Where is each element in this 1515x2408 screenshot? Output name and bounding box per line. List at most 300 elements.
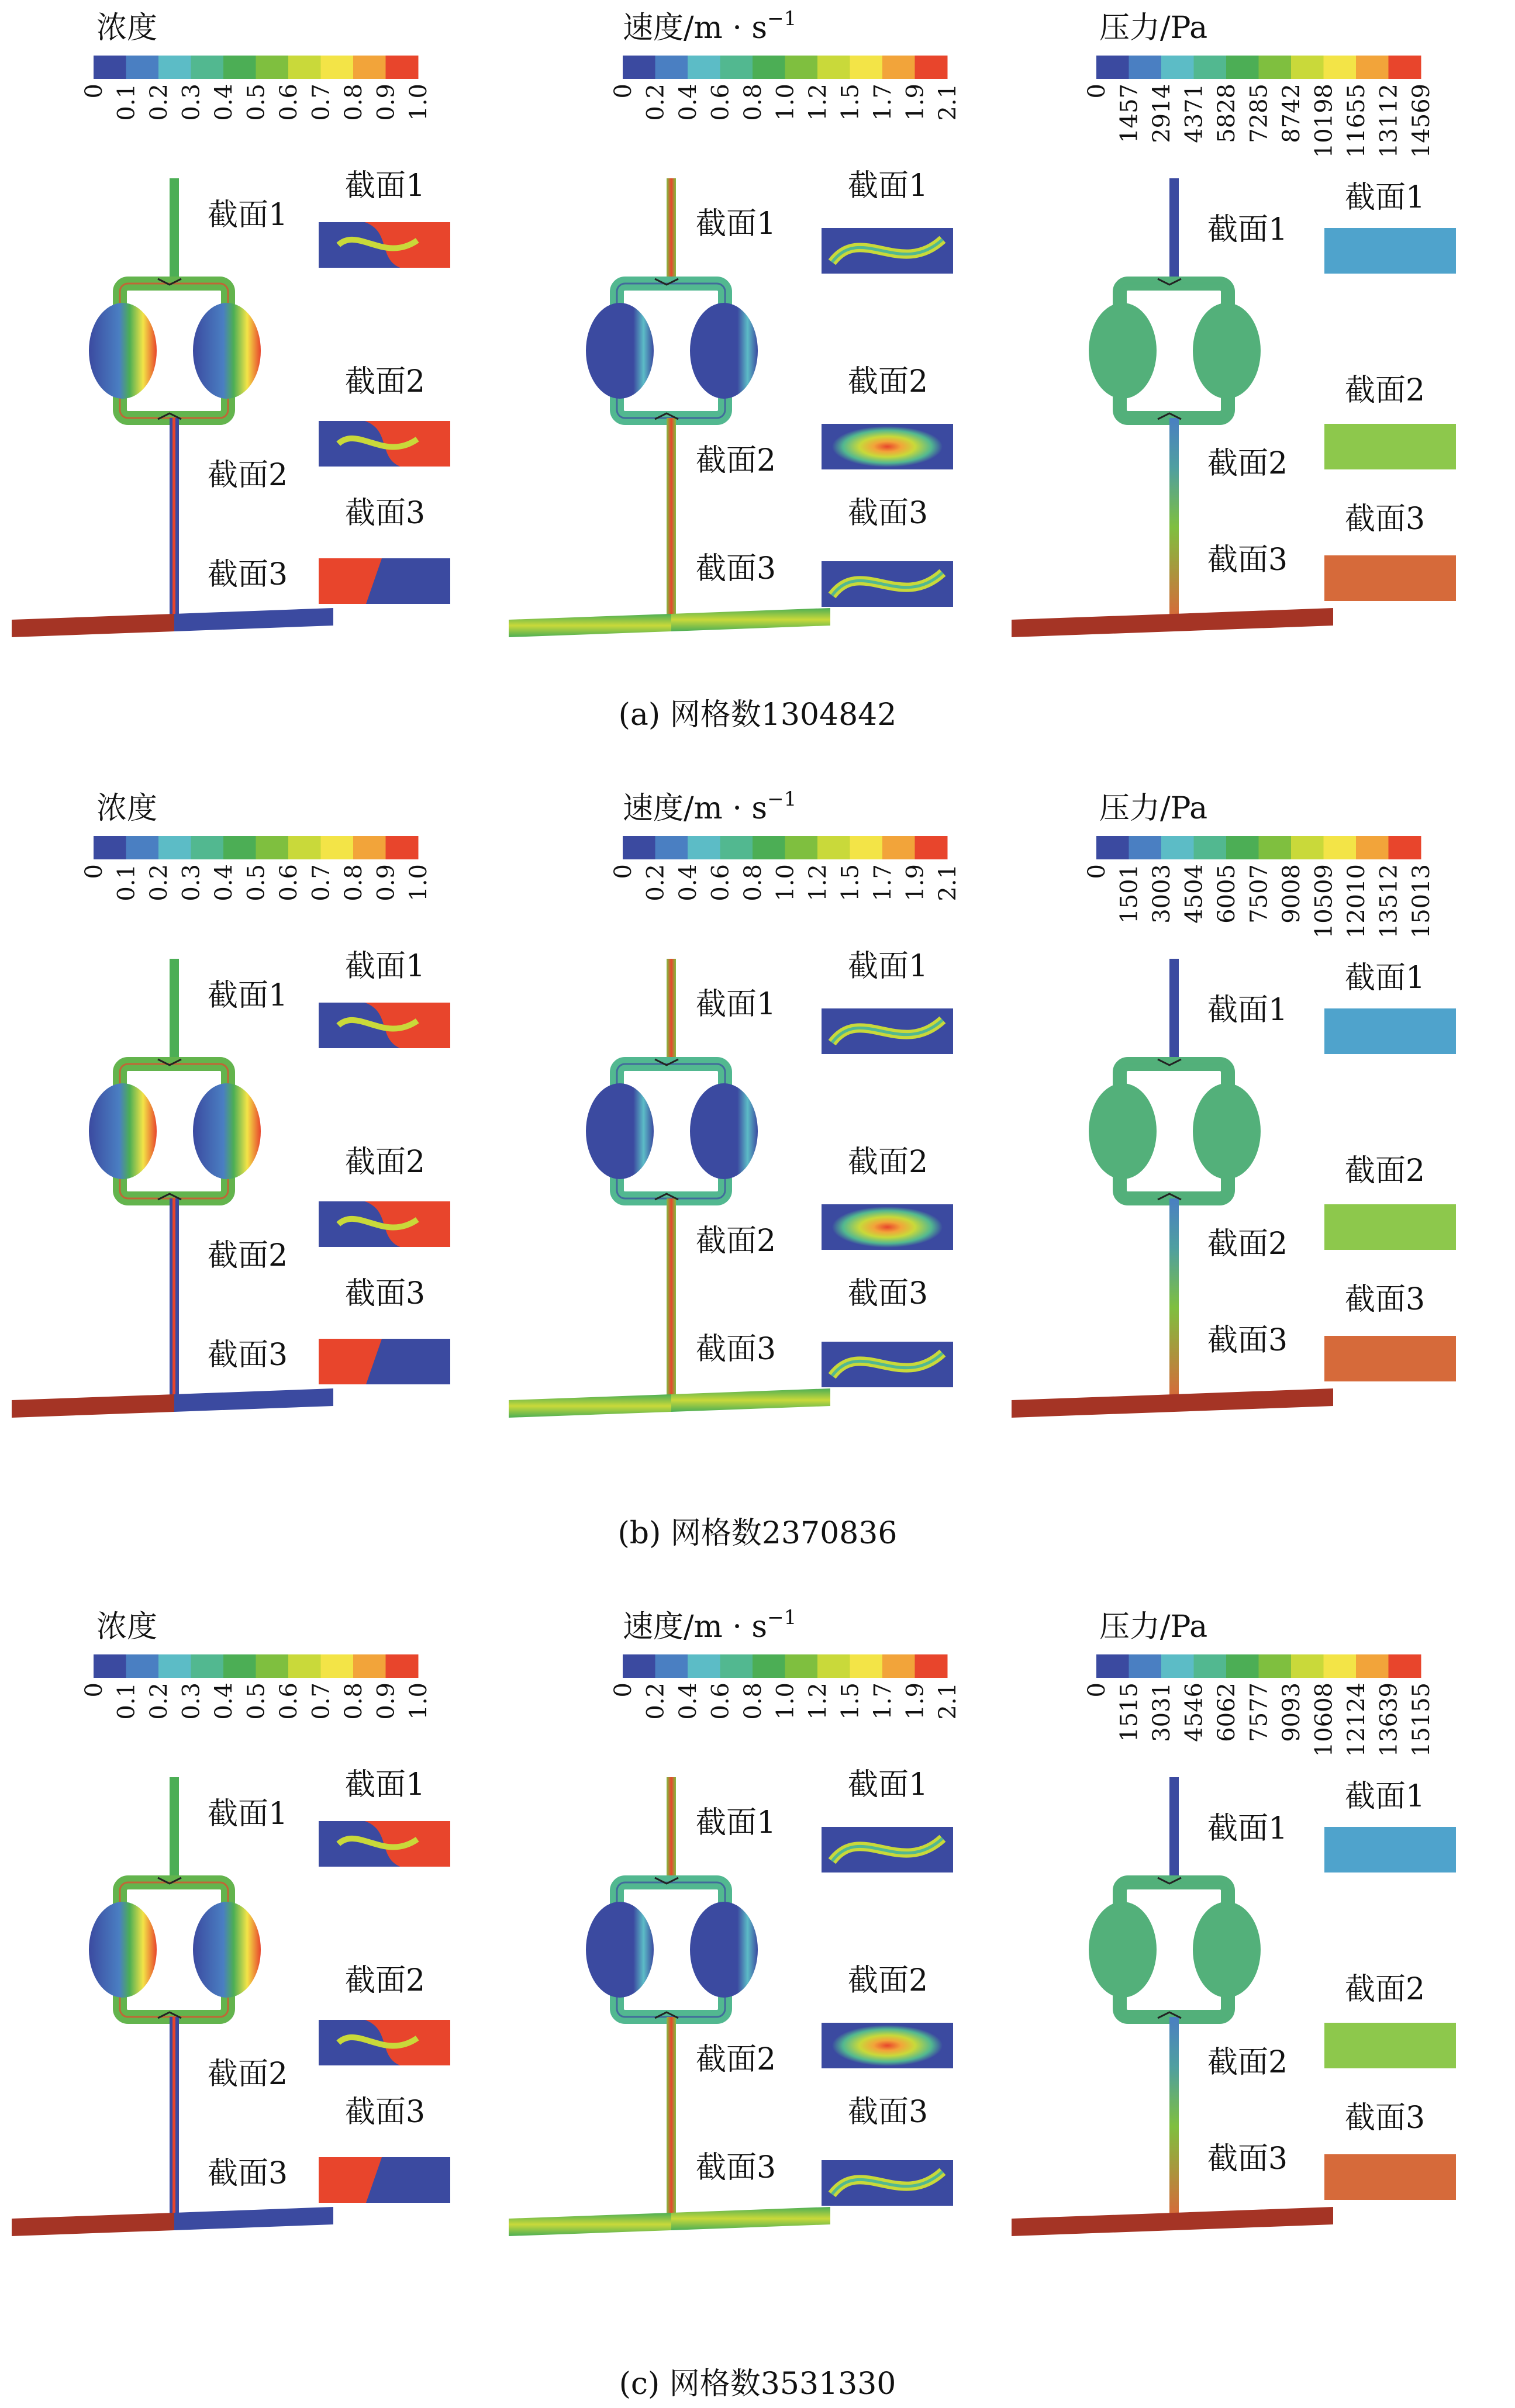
pressure-s1-title: 截面1 bbox=[1345, 961, 1426, 996]
concentration-outlet-streak bbox=[172, 418, 175, 617]
concentration-cbar-tick: 0.7 bbox=[308, 1683, 335, 1720]
pressure-title: 压力/Pa bbox=[1099, 11, 1208, 46]
pressure-cbar-seg bbox=[1291, 836, 1324, 859]
pressure-cbar-tick: 0 bbox=[1083, 864, 1110, 879]
pressure-s3-label: 截面3 bbox=[1207, 2141, 1288, 2176]
velocity-cbar-seg bbox=[915, 836, 948, 859]
pressure-cbar-tick: 3031 bbox=[1148, 1683, 1175, 1742]
pressure-cbar-tick: 1501 bbox=[1116, 864, 1143, 924]
velocity-cbar-tick: 1.7 bbox=[869, 84, 896, 121]
concentration-cbar-tick: 0.6 bbox=[275, 84, 302, 121]
concentration-cbar-tick: 0.3 bbox=[178, 1683, 205, 1720]
concentration-cbar-tick: 0.5 bbox=[243, 864, 270, 901]
concentration-cbar-tick: 0.8 bbox=[340, 1683, 367, 1720]
pressure-s1-label: 截面1 bbox=[1207, 1811, 1288, 1846]
velocity-cbar-seg bbox=[753, 836, 785, 859]
concentration-cbar-seg bbox=[94, 1654, 126, 1678]
concentration-cbar-seg bbox=[353, 56, 386, 79]
velocity-inlet-pipe bbox=[667, 178, 676, 289]
pressure-right-chamber bbox=[1193, 303, 1261, 399]
pressure-cbar-seg bbox=[1291, 56, 1324, 79]
velocity-junction-marks bbox=[655, 279, 678, 419]
concentration-cbar-seg bbox=[126, 56, 159, 79]
pressure-cbar-seg bbox=[1356, 56, 1389, 79]
pressure-s1-label: 截面1 bbox=[1207, 993, 1288, 1028]
pressure-s3-label: 截面3 bbox=[1207, 1323, 1288, 1358]
velocity-s2-title: 截面2 bbox=[848, 1963, 929, 1998]
pressure-cbar-seg bbox=[1389, 56, 1421, 79]
caption-c: (c) 网格数3531330 bbox=[619, 2366, 896, 2402]
concentration-s1-label: 截面1 bbox=[208, 978, 288, 1013]
concentration-cbar-seg bbox=[353, 1654, 386, 1678]
concentration-junction-marks bbox=[158, 1878, 181, 2018]
pressure-panel bbox=[1012, 791, 1456, 1418]
pressure-cbar-tick: 4546 bbox=[1181, 1683, 1208, 1742]
pressure-s3-section bbox=[1324, 555, 1456, 601]
concentration-s3-label: 截面3 bbox=[208, 2156, 288, 2191]
pressure-cbar-seg bbox=[1096, 56, 1129, 79]
pressure-cbar-seg bbox=[1324, 56, 1357, 79]
concentration-cbar-tick: 0.8 bbox=[340, 864, 367, 901]
concentration-cbar-tick: 0.7 bbox=[308, 84, 335, 121]
concentration-cbar-seg bbox=[223, 1654, 256, 1678]
pressure-cbar-seg bbox=[1356, 1654, 1389, 1678]
concentration-cbar-seg bbox=[256, 1654, 289, 1678]
velocity-right-chamber bbox=[690, 1083, 758, 1179]
pressure-outlet-left bbox=[1012, 1394, 1174, 1418]
velocity-outlet-right bbox=[671, 1388, 830, 1412]
pressure-right-chamber bbox=[1193, 1083, 1261, 1179]
pressure-cbar-tick: 12124 bbox=[1343, 1683, 1370, 1757]
concentration-panel bbox=[12, 11, 450, 637]
pressure-s2-label: 截面2 bbox=[1207, 2045, 1288, 2080]
pressure-title: 压力/Pa bbox=[1099, 1609, 1208, 1645]
concentration-cbar-tick: 0.5 bbox=[243, 1683, 270, 1720]
velocity-s1-title: 截面1 bbox=[848, 1767, 929, 1802]
concentration-cbar-tick: 0.9 bbox=[372, 864, 400, 901]
velocity-right-chamber bbox=[690, 1902, 758, 1998]
pressure-s3-label: 截面3 bbox=[1207, 543, 1288, 578]
pressure-s3-title: 截面3 bbox=[1345, 1282, 1426, 1317]
concentration-cbar-seg bbox=[158, 1654, 191, 1678]
velocity-outlet-left bbox=[509, 2213, 671, 2236]
concentration-s3-title: 截面3 bbox=[345, 1276, 426, 1311]
velocity-s2-title: 截面2 bbox=[848, 1145, 929, 1180]
velocity-cbar-tick: 0 bbox=[610, 1683, 637, 1698]
concentration-cbar-seg bbox=[158, 56, 191, 79]
pressure-outlet-pipe bbox=[1169, 2017, 1179, 2216]
pressure-cbar-seg bbox=[1096, 836, 1129, 859]
velocity-cbar-tick: 1.0 bbox=[772, 864, 799, 901]
concentration-outlet-streak bbox=[172, 2017, 175, 2216]
concentration-cbar-seg bbox=[256, 56, 289, 79]
velocity-title-sup: −1 bbox=[767, 787, 797, 811]
velocity-outlet-left bbox=[509, 614, 671, 637]
concentration-cbar-seg bbox=[126, 836, 159, 859]
velocity-cbar-tick: 0.4 bbox=[675, 84, 702, 121]
velocity-s3-title: 截面3 bbox=[848, 496, 929, 531]
concentration-cbar-tick: 0.4 bbox=[210, 864, 237, 901]
concentration-title: 浓度 bbox=[96, 1609, 158, 1645]
pressure-cbar-tick: 9008 bbox=[1278, 864, 1305, 924]
row-1-content bbox=[12, 787, 1456, 1418]
pressure-s1-title: 截面1 bbox=[1345, 1779, 1426, 1814]
concentration-cbar-seg bbox=[288, 1654, 321, 1678]
pressure-s3-title: 截面3 bbox=[1345, 2100, 1426, 2136]
velocity-s3-label: 截面3 bbox=[696, 1332, 777, 1367]
velocity-outlet-left bbox=[509, 1394, 671, 1418]
concentration-cbar-tick: 0.5 bbox=[243, 84, 270, 121]
pressure-outlet-pipe bbox=[1169, 1198, 1179, 1397]
velocity-s2-title: 截面2 bbox=[848, 364, 929, 399]
velocity-s1-title: 截面1 bbox=[848, 949, 929, 984]
row-b bbox=[0, 780, 1515, 1558]
pressure-outlet-left bbox=[1012, 614, 1174, 637]
pressure-cbar-seg bbox=[1129, 1654, 1162, 1678]
velocity-cbar-tick: 0.8 bbox=[740, 1683, 767, 1720]
pressure-cbar-tick: 13112 bbox=[1375, 84, 1403, 158]
velocity-s3-title: 截面3 bbox=[848, 1276, 929, 1311]
pressure-left-chamber bbox=[1089, 303, 1157, 399]
pressure-cbar-seg bbox=[1129, 56, 1162, 79]
velocity-s2-section-core bbox=[832, 1207, 943, 1248]
pressure-left-chamber bbox=[1089, 1902, 1157, 1998]
pressure-outlet-right bbox=[1174, 1388, 1333, 1412]
pressure-cbar-tick: 5828 bbox=[1213, 84, 1240, 143]
velocity-title: 速度$/m \cdot s^{-1}$ bbox=[623, 1606, 797, 1645]
velocity-panel bbox=[509, 7, 961, 637]
pressure-cbar-seg bbox=[1226, 56, 1259, 79]
concentration-s2-title: 截面2 bbox=[345, 1145, 426, 1180]
pressure-outlet-pipe bbox=[1169, 418, 1179, 617]
concentration-cbar-seg bbox=[223, 836, 256, 859]
concentration-s2-label: 截面2 bbox=[208, 2057, 288, 2092]
concentration-cbar-tick: 0.1 bbox=[113, 84, 140, 121]
concentration-cbar-seg bbox=[191, 836, 224, 859]
velocity-panel bbox=[509, 1606, 961, 2236]
concentration-right-chamber bbox=[193, 1902, 261, 1998]
pressure-title: 压力/Pa bbox=[1099, 791, 1208, 826]
velocity-s2-section-core bbox=[832, 2025, 943, 2066]
concentration-cbar-tick: 1.0 bbox=[405, 1683, 432, 1720]
velocity-cbar-tick: 1.7 bbox=[869, 1683, 896, 1720]
concentration-cbar-seg bbox=[158, 836, 191, 859]
pressure-cbar-seg bbox=[1226, 1654, 1259, 1678]
velocity-cbar-seg bbox=[817, 56, 850, 79]
concentration-cbar-seg bbox=[126, 1654, 159, 1678]
concentration-cbar-seg bbox=[256, 836, 289, 859]
pressure-cbar-seg bbox=[1129, 836, 1162, 859]
pressure-cbar-seg bbox=[1161, 836, 1194, 859]
pressure-s1-title: 截面1 bbox=[1345, 180, 1426, 215]
pressure-s2-title: 截面2 bbox=[1345, 1153, 1426, 1189]
velocity-outlet-right bbox=[671, 608, 830, 631]
pressure-cbar-seg bbox=[1259, 1654, 1292, 1678]
pressure-inlet-pipe bbox=[1169, 959, 1179, 1070]
velocity-cbar-tick: 2.1 bbox=[934, 864, 961, 901]
pressure-s2-title: 截面2 bbox=[1345, 1972, 1426, 2007]
velocity-s1-label: 截面1 bbox=[696, 206, 777, 241]
velocity-cbar-tick: 1.0 bbox=[772, 1683, 799, 1720]
pressure-s2-section bbox=[1324, 2023, 1456, 2068]
velocity-cbar-seg bbox=[785, 1654, 818, 1678]
velocity-junction-marks bbox=[655, 1878, 678, 2018]
row-0-content bbox=[12, 7, 1456, 637]
pressure-s1-section bbox=[1324, 1827, 1456, 1872]
pressure-cbar-tick: 15155 bbox=[1408, 1683, 1435, 1757]
pressure-s2-label: 截面2 bbox=[1207, 1227, 1288, 1262]
velocity-cbar-tick: 0.2 bbox=[642, 84, 670, 121]
velocity-s2-label: 截面2 bbox=[696, 2042, 777, 2077]
pressure-cbar-seg bbox=[1226, 836, 1259, 859]
concentration-s1-label: 截面1 bbox=[208, 1797, 288, 1832]
concentration-cbar-tick: 0 bbox=[81, 1683, 108, 1698]
row-2-content bbox=[12, 1606, 1456, 2236]
velocity-cbar-seg bbox=[785, 836, 818, 859]
velocity-s3-title: 截面3 bbox=[848, 2095, 929, 2130]
concentration-panel bbox=[12, 1609, 450, 2236]
pressure-cbar-tick: 10608 bbox=[1310, 1683, 1338, 1757]
pressure-cbar-tick: 1515 bbox=[1116, 1683, 1143, 1742]
concentration-s1-title: 截面1 bbox=[345, 168, 426, 203]
concentration-cbar-tick: 0.4 bbox=[210, 1683, 237, 1720]
concentration-cbar-tick: 0.8 bbox=[340, 84, 367, 121]
concentration-cbar-seg bbox=[321, 56, 354, 79]
concentration-s1-label: 截面1 bbox=[208, 198, 288, 233]
pressure-cbar-seg bbox=[1161, 1654, 1194, 1678]
concentration-cbar-tick: 1.0 bbox=[405, 864, 432, 901]
velocity-junction-marks bbox=[655, 1059, 678, 1200]
velocity-cbar-tick: 1.9 bbox=[902, 1683, 929, 1720]
velocity-cbar-tick: 1.2 bbox=[805, 1683, 831, 1720]
pressure-cbar-tick: 6005 bbox=[1213, 864, 1240, 924]
pressure-panel bbox=[1012, 1609, 1456, 2236]
concentration-s2-label: 截面2 bbox=[208, 1238, 288, 1273]
pressure-cbar-tick: 3003 bbox=[1148, 864, 1175, 924]
concentration-cbar-tick: 0.3 bbox=[178, 84, 205, 121]
pressure-junction-marks bbox=[1158, 1878, 1181, 2018]
velocity-cbar-tick: 0.8 bbox=[740, 864, 767, 901]
velocity-cbar-tick: 2.1 bbox=[934, 84, 961, 121]
concentration-cbar-tick: 0.9 bbox=[372, 84, 400, 121]
velocity-s2-label: 截面2 bbox=[696, 443, 777, 478]
pressure-cbar-tick: 7507 bbox=[1245, 864, 1273, 924]
concentration-cbar-seg bbox=[386, 1654, 419, 1678]
velocity-title-sup: −1 bbox=[767, 1606, 797, 1629]
pressure-cbar-tick: 13639 bbox=[1375, 1683, 1403, 1757]
pressure-cbar-seg bbox=[1259, 56, 1292, 79]
velocity-s3-label: 截面3 bbox=[696, 2150, 777, 2185]
concentration-s2-title: 截面2 bbox=[345, 364, 426, 399]
concentration-junction-marks bbox=[158, 1059, 181, 1200]
concentration-cbar-seg bbox=[191, 1654, 224, 1678]
velocity-outlet-pipe bbox=[667, 418, 676, 617]
velocity-cbar-seg bbox=[623, 836, 655, 859]
velocity-cbar-seg bbox=[915, 1654, 948, 1678]
row-a-figure bbox=[0, 0, 1515, 731]
concentration-cbar-tick: 0.1 bbox=[113, 864, 140, 901]
pressure-cbar-tick: 7285 bbox=[1245, 84, 1273, 143]
pressure-cbar-tick: 0 bbox=[1083, 84, 1110, 99]
velocity-cbar-seg bbox=[882, 836, 915, 859]
concentration-outlet-left bbox=[12, 2213, 174, 2236]
pressure-cbar-tick: 6062 bbox=[1213, 1683, 1240, 1742]
concentration-cbar-seg bbox=[94, 56, 126, 79]
concentration-cbar-tick: 0.6 bbox=[275, 864, 302, 901]
concentration-outlet-right bbox=[174, 608, 333, 631]
velocity-s1-label: 截面1 bbox=[696, 987, 777, 1022]
pressure-cbar-seg bbox=[1161, 56, 1194, 79]
pressure-cbar-seg bbox=[1324, 1654, 1357, 1678]
velocity-cbar-seg bbox=[817, 1654, 850, 1678]
row-a bbox=[0, 0, 1515, 772]
pressure-cbar-seg bbox=[1324, 836, 1357, 859]
velocity-title: 速度$/m \cdot s^{-1}$ bbox=[623, 787, 797, 826]
velocity-s2-section-core bbox=[832, 426, 943, 467]
pressure-cbar-tick: 15013 bbox=[1408, 864, 1435, 939]
velocity-s2-label: 截面2 bbox=[696, 1224, 777, 1259]
velocity-left-chamber bbox=[586, 303, 654, 399]
pressure-s1-section bbox=[1324, 1008, 1456, 1054]
concentration-s1-title: 截面1 bbox=[345, 1767, 426, 1802]
pressure-cbar-seg bbox=[1291, 1654, 1324, 1678]
concentration-s3-label: 截面3 bbox=[208, 1338, 288, 1373]
pressure-right-chamber bbox=[1193, 1902, 1261, 1998]
concentration-s1-title: 截面1 bbox=[345, 949, 426, 984]
velocity-cbar-tick: 0 bbox=[610, 84, 637, 99]
pressure-outlet-left bbox=[1012, 2213, 1174, 2236]
concentration-right-chamber bbox=[193, 303, 261, 399]
concentration-cbar-tick: 0.7 bbox=[308, 864, 335, 901]
pressure-cbar-seg bbox=[1356, 836, 1389, 859]
velocity-cbar-seg bbox=[688, 836, 720, 859]
concentration-cbar-seg bbox=[288, 836, 321, 859]
pressure-panel bbox=[1012, 11, 1456, 637]
velocity-inlet-pipe bbox=[667, 1777, 676, 1888]
pressure-cbar-seg bbox=[1389, 836, 1421, 859]
velocity-cbar-tick: 1.9 bbox=[902, 84, 929, 121]
concentration-cbar-tick: 0.3 bbox=[178, 864, 205, 901]
concentration-title: 浓度 bbox=[96, 791, 158, 826]
pressure-outlet-right bbox=[1174, 2207, 1333, 2230]
velocity-cbar-tick: 1.5 bbox=[837, 1683, 864, 1720]
pressure-cbar-tick: 4504 bbox=[1181, 864, 1208, 924]
velocity-cbar-seg bbox=[850, 1654, 883, 1678]
velocity-cbar-seg bbox=[720, 836, 753, 859]
velocity-cbar-tick: 0.4 bbox=[675, 1683, 702, 1720]
pressure-cbar-tick: 9093 bbox=[1278, 1683, 1305, 1742]
concentration-right-chamber bbox=[193, 1083, 261, 1179]
concentration-s3-label: 截面3 bbox=[208, 557, 288, 592]
concentration-cbar-seg bbox=[223, 56, 256, 79]
pressure-junction-marks bbox=[1158, 279, 1181, 419]
velocity-cbar-seg bbox=[655, 1654, 688, 1678]
pressure-cbar-tick: 4371 bbox=[1181, 84, 1208, 143]
pressure-s1-section bbox=[1324, 228, 1456, 274]
row-c bbox=[0, 1599, 1515, 2408]
concentration-cbar-tick: 0.2 bbox=[146, 84, 172, 121]
velocity-cbar-seg bbox=[785, 56, 818, 79]
concentration-title: 浓度 bbox=[96, 11, 158, 46]
velocity-left-chamber bbox=[586, 1902, 654, 1998]
pressure-s3-title: 截面3 bbox=[1345, 502, 1426, 537]
concentration-outlet-streak bbox=[172, 1198, 175, 1397]
pressure-cbar-tick: 13512 bbox=[1375, 864, 1403, 939]
concentration-cbar-tick: 0.6 bbox=[275, 1683, 302, 1720]
pressure-cbar-seg bbox=[1194, 56, 1227, 79]
concentration-inlet-pipe bbox=[170, 1777, 179, 1888]
velocity-cbar-tick: 0.2 bbox=[642, 864, 670, 901]
pressure-cbar-tick: 11655 bbox=[1343, 84, 1370, 158]
velocity-cbar-tick: 1.5 bbox=[837, 864, 864, 901]
velocity-right-chamber bbox=[690, 303, 758, 399]
pressure-s3-section bbox=[1324, 1336, 1456, 1381]
velocity-cbar-seg bbox=[753, 1654, 785, 1678]
row-c-figure bbox=[0, 1599, 1515, 2359]
pressure-inlet-pipe bbox=[1169, 1777, 1179, 1888]
velocity-cbar-seg bbox=[688, 56, 720, 79]
concentration-cbar-tick: 0.1 bbox=[113, 1683, 140, 1720]
velocity-cbar-tick: 0.4 bbox=[675, 864, 702, 901]
concentration-outlet-left bbox=[12, 1394, 174, 1418]
concentration-cbar-seg bbox=[321, 836, 354, 859]
concentration-cbar-tick: 0.2 bbox=[146, 1683, 172, 1720]
pressure-cbar-tick: 7577 bbox=[1245, 1683, 1273, 1742]
concentration-cbar-seg bbox=[353, 836, 386, 859]
concentration-left-chamber bbox=[89, 1902, 157, 1998]
concentration-s2-label: 截面2 bbox=[208, 458, 288, 493]
row-b-figure bbox=[0, 780, 1515, 1511]
concentration-s3-title: 截面3 bbox=[345, 496, 426, 531]
velocity-cbar-tick: 2.1 bbox=[934, 1683, 961, 1720]
velocity-cbar-seg bbox=[655, 56, 688, 79]
pressure-cbar-tick: 2914 bbox=[1148, 84, 1175, 143]
velocity-cbar-seg bbox=[753, 56, 785, 79]
concentration-inlet-pipe bbox=[170, 959, 179, 1070]
concentration-panel bbox=[12, 791, 450, 1418]
pressure-left-chamber bbox=[1089, 1083, 1157, 1179]
velocity-inlet-pipe bbox=[667, 959, 676, 1070]
concentration-s3-title: 截面3 bbox=[345, 2095, 426, 2130]
pressure-s3-section bbox=[1324, 2154, 1456, 2200]
pressure-cbar-seg bbox=[1389, 1654, 1421, 1678]
pressure-s2-title: 截面2 bbox=[1345, 373, 1426, 408]
concentration-cbar-seg bbox=[386, 56, 419, 79]
concentration-junction-marks bbox=[158, 279, 181, 419]
velocity-title-sup: −1 bbox=[767, 7, 797, 30]
velocity-cbar-tick: 0.6 bbox=[707, 1683, 734, 1720]
velocity-cbar-tick: 0.8 bbox=[740, 84, 767, 121]
concentration-cbar-seg bbox=[191, 56, 224, 79]
concentration-outlet-right bbox=[174, 2207, 333, 2230]
pressure-cbar-seg bbox=[1096, 1654, 1129, 1678]
velocity-s3-label: 截面3 bbox=[696, 551, 777, 586]
pressure-inlet-pipe bbox=[1169, 178, 1179, 289]
pressure-cbar-tick: 10509 bbox=[1310, 864, 1338, 939]
pressure-junction-marks bbox=[1158, 1059, 1181, 1200]
velocity-cbar-tick: 1.0 bbox=[772, 84, 799, 121]
pressure-cbar-seg bbox=[1194, 1654, 1227, 1678]
pressure-s2-label: 截面2 bbox=[1207, 446, 1288, 481]
velocity-cbar-seg bbox=[817, 836, 850, 859]
velocity-cbar-seg bbox=[623, 1654, 655, 1678]
concentration-cbar-tick: 1.0 bbox=[405, 84, 432, 121]
velocity-cbar-seg bbox=[655, 836, 688, 859]
pressure-cbar-tick: 8742 bbox=[1278, 84, 1305, 143]
velocity-cbar-tick: 0.6 bbox=[707, 84, 734, 121]
velocity-cbar-seg bbox=[850, 56, 883, 79]
concentration-cbar-seg bbox=[321, 1654, 354, 1678]
